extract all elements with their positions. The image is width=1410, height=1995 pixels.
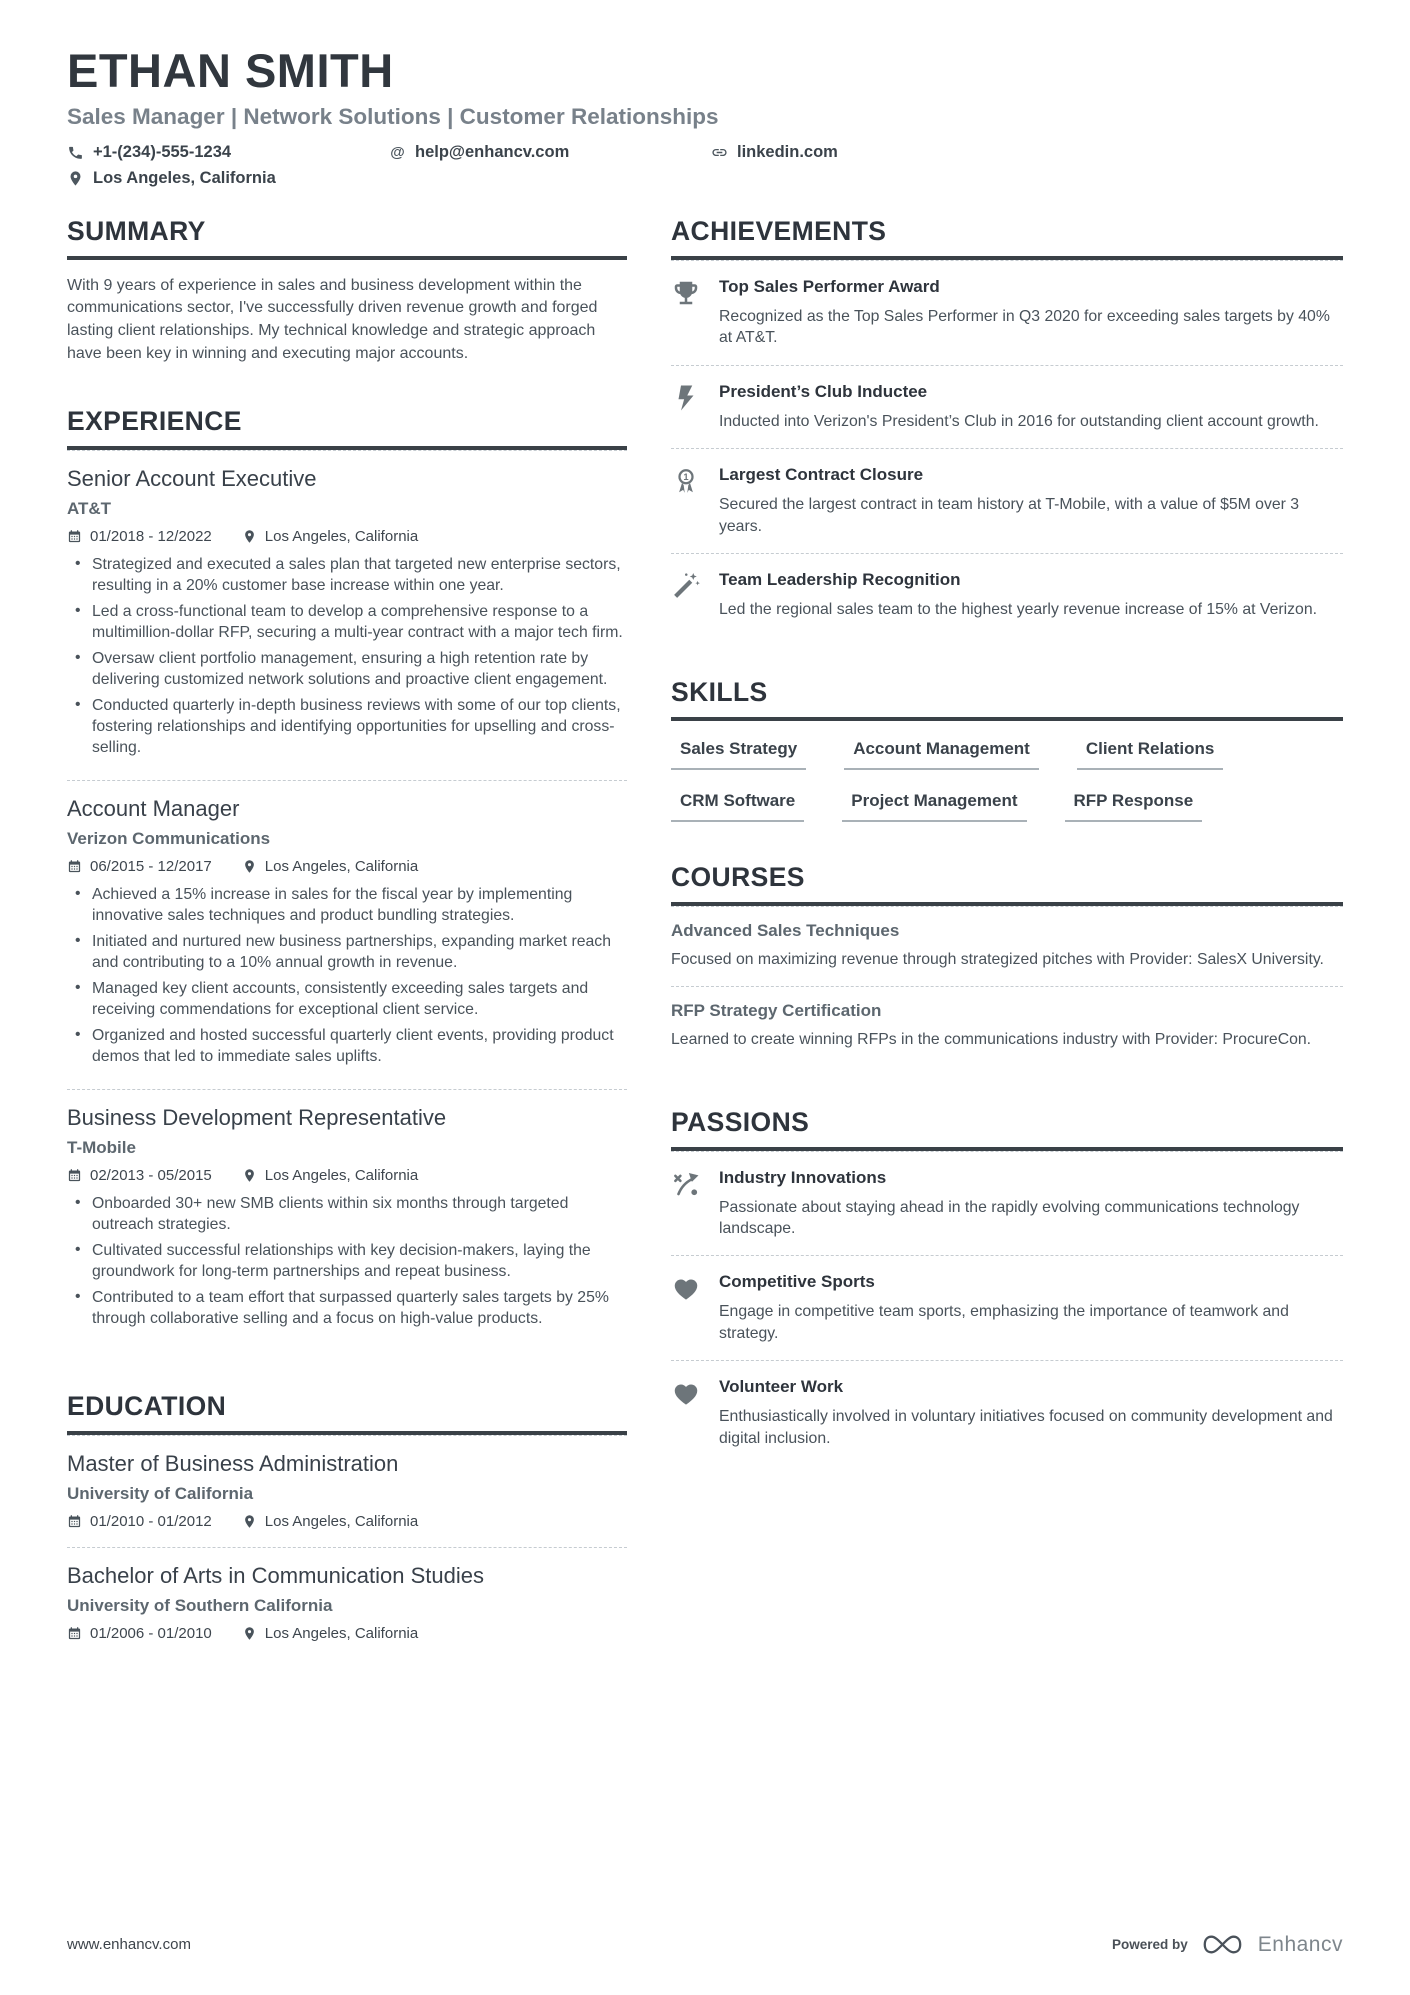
bullet-item: • Conducted quarterly in-depth business reviews with some of our top clients, fostering relationships and identifying opportunities for upselling and cross-selling. xyxy=(67,695,627,758)
calendar-icon xyxy=(67,1168,82,1183)
degree-entry xyxy=(67,1435,627,1547)
courses-section xyxy=(671,862,1343,1067)
right-column xyxy=(671,216,1343,1659)
skills-section xyxy=(671,677,1343,822)
passion-text: Enthusiastically involved in voluntary initiatives focused on community development and digital inclusion. xyxy=(719,1408,1333,1447)
school-name: University of Southern California xyxy=(67,1595,333,1615)
summary-heading: SUMMARY xyxy=(67,216,627,260)
location-text: Los Angeles, California xyxy=(264,1166,419,1184)
passions-heading: PASSIONS xyxy=(671,1107,1343,1151)
degree-entry xyxy=(67,1547,627,1659)
bullet-item: • Oversaw client portfolio management, ensuring a high retention rate by delivering customized network solutions and proactive client engagement. xyxy=(67,648,627,690)
bullet-item: • Initiated and nurtured new business partnerships, expanding market reach and contributing to a 10% annual growth in revenue. xyxy=(67,931,627,973)
job-list xyxy=(67,450,627,1351)
person-name: ETHAN SMITH xyxy=(67,44,394,97)
location-pin-icon xyxy=(242,1514,257,1529)
job-meta xyxy=(67,1167,627,1184)
achievement-entry xyxy=(671,260,1343,365)
achievement-text: Secured the largest contract in team history at T-Mobile, with a value of $5M over 3 years. xyxy=(719,496,1300,535)
experience-section xyxy=(67,406,627,1351)
course-text: Focused on maximizing revenue through strategized pitches with Provider: SalesX University. xyxy=(671,950,1324,968)
achievement-body xyxy=(719,275,1343,349)
powered-by-label: Powered by xyxy=(1111,1937,1188,1952)
passion-body xyxy=(719,1270,1343,1344)
summary-section xyxy=(67,216,627,366)
passion-entry xyxy=(671,1255,1343,1360)
wand-icon xyxy=(671,571,701,601)
bullet-item: • Organized and hosted successful quarterly client events, providing product demos that led to immediate sales uplifts. xyxy=(67,1025,627,1067)
person-headline: Sales Manager | Network Solutions | Customer Relationships xyxy=(67,103,719,129)
achievement-title: Largest Contract Closure xyxy=(719,465,924,485)
school-name: University of California xyxy=(67,1483,254,1503)
main-content xyxy=(67,216,1343,1659)
trophy-icon xyxy=(671,278,701,308)
date-range xyxy=(67,858,212,875)
education-section xyxy=(67,1391,627,1659)
passion-body xyxy=(719,1375,1343,1449)
lightning-icon xyxy=(671,383,701,413)
course-title: Advanced Sales Techniques xyxy=(671,920,900,940)
passion-entry xyxy=(671,1360,1343,1465)
skill-tag: CRM Software xyxy=(671,791,804,822)
course-text: Learned to create winning RFPs in the communications industry with Provider: ProcureCon. xyxy=(671,1031,1312,1049)
experience-heading: EXPERIENCE xyxy=(67,406,627,450)
calendar-icon xyxy=(67,1514,82,1529)
brand-name: Enhancv xyxy=(1257,1932,1343,1956)
passion-title: Industry Innovations xyxy=(719,1167,887,1187)
skills-heading: SKILLS xyxy=(671,677,1343,721)
phone-icon xyxy=(67,144,84,161)
header xyxy=(67,46,1343,188)
degree-list xyxy=(67,1435,627,1659)
passions-section xyxy=(671,1107,1343,1466)
skill-tag: RFP Response xyxy=(1065,791,1203,822)
job-entry xyxy=(67,780,627,1089)
dates-text: 02/2013 - 05/2015 xyxy=(90,1166,212,1184)
achievements-heading: ACHIEVEMENTS xyxy=(671,216,1343,260)
achievement-title: President’s Club Inductee xyxy=(719,381,928,401)
location-pin-icon xyxy=(242,1168,257,1183)
company-name: T-Mobile xyxy=(67,1137,136,1157)
dates-text: 01/2010 - 01/2012 xyxy=(90,1512,212,1530)
medal-icon xyxy=(671,466,701,496)
svg-text:1: 1 xyxy=(683,472,689,483)
job-location xyxy=(242,858,418,875)
contact-info xyxy=(67,143,1343,188)
phone-item xyxy=(67,143,389,162)
location-pin-icon xyxy=(242,529,257,544)
course-entry xyxy=(671,986,1343,1066)
date-range xyxy=(67,528,212,545)
achievement-entry xyxy=(671,448,1343,553)
summary-text: With 9 years of experience in sales and business development within the communications sector, I've successfully driven revenue growth and forged lasting client relationships. My technical knowledge and strategic approach have been key in winning and executing major accounts. xyxy=(67,276,598,362)
achievement-title: Top Sales Performer Award xyxy=(719,276,940,296)
bullet-list xyxy=(67,1193,627,1329)
svg-text:@: @ xyxy=(390,144,405,161)
skill-tag: Account Management xyxy=(844,739,1039,770)
job-location xyxy=(242,528,418,545)
heart-icon xyxy=(671,1273,701,1303)
calendar-icon xyxy=(67,1626,82,1641)
degree-title: Bachelor of Arts in Communication Studies xyxy=(67,1562,484,1588)
date-range xyxy=(67,1625,212,1642)
job-title: Business Development Representative xyxy=(67,1104,447,1130)
achievement-text: Recognized as the Top Sales Performer in Q3 2020 for exceeding sales targets by 40% at AT&T. xyxy=(719,307,1330,347)
bullet-item: • Achieved a 15% increase in sales for the fiscal year by implementing innovative sales techniques and product bundling strategies. xyxy=(67,884,627,926)
location-text: Los Angeles, California xyxy=(264,857,419,875)
passion-list xyxy=(671,1151,1343,1466)
location-pin-icon xyxy=(242,1626,257,1641)
job-location xyxy=(242,1167,418,1184)
passion-title: Competitive Sports xyxy=(719,1272,875,1292)
bullet-list xyxy=(67,884,627,1067)
dates-text: 06/2015 - 12/2017 xyxy=(90,857,212,875)
bullet-item: • Led a cross-functional team to develop a comprehensive response to a multimillion-dollar RFP, securing a multi-year contract with a major tech firm. xyxy=(67,601,627,643)
course-entry xyxy=(671,906,1343,986)
passion-text: Engage in competitive team sports, emphasizing the importance of teamwork and strategy. xyxy=(719,1303,1289,1342)
company-name: Verizon Communications xyxy=(67,828,271,848)
dates-text: 01/2018 - 12/2022 xyxy=(90,527,212,545)
bullet-item: • Onboarded 30+ new SMB clients within six months through targeted outreach strategies. xyxy=(67,1193,627,1235)
strategy-icon xyxy=(671,1169,701,1199)
achievement-body xyxy=(719,568,1343,620)
job-entry xyxy=(67,450,627,780)
website-link[interactable]: www.enhancv.com xyxy=(67,1936,191,1953)
achievement-entry xyxy=(671,553,1343,636)
location-text: Los Angeles, California xyxy=(264,1512,419,1530)
heart-icon xyxy=(671,1378,701,1408)
achievement-text: Inducted into Verizon's President’s Club in 2016 for outstanding client account growth. xyxy=(719,412,1319,430)
company-name: AT&T xyxy=(67,498,112,518)
degree-location xyxy=(242,1625,418,1642)
passion-title: Volunteer Work xyxy=(719,1377,844,1397)
job-title: Account Manager xyxy=(67,795,240,821)
location-pin-icon xyxy=(242,859,257,874)
location-text: Los Angeles, California xyxy=(93,168,276,187)
skill-tag: Client Relations xyxy=(1077,739,1223,770)
email-address: help@enhancv.com xyxy=(415,142,570,161)
footer xyxy=(67,1892,1343,1957)
location-text: Los Angeles, California xyxy=(264,1624,419,1642)
at-icon xyxy=(389,144,406,161)
linkedin-url: linkedin.com xyxy=(737,142,838,161)
achievement-list xyxy=(671,260,1343,637)
enhancv-logo-icon xyxy=(1199,1932,1247,1957)
degree-location xyxy=(242,1513,418,1530)
calendar-icon xyxy=(67,529,82,544)
job-entry xyxy=(67,1089,627,1351)
date-range xyxy=(67,1167,212,1184)
bullet-item: • Managed key client accounts, consistently exceeding sales targets and receiving commendations for exceptional client service. xyxy=(67,978,627,1020)
location-item xyxy=(67,169,1343,188)
passion-entry xyxy=(671,1151,1343,1256)
linkedin-item[interactable] xyxy=(711,143,1343,162)
courses-heading: COURSES xyxy=(671,862,1343,906)
job-meta xyxy=(67,858,627,875)
achievement-body xyxy=(719,380,1343,432)
powered-by[interactable] xyxy=(1112,1932,1343,1957)
skills-list xyxy=(671,721,1343,822)
skill-tag: Sales Strategy xyxy=(671,739,806,770)
location-pin-icon xyxy=(67,170,84,187)
degree-meta xyxy=(67,1625,627,1642)
link-icon xyxy=(711,144,728,161)
job-title: Senior Account Executive xyxy=(67,465,317,491)
bullet-item: • Contributed to a team effort that surpassed quarterly sales targets by 25% through collaborative selling and a focus on high-value products. xyxy=(67,1287,627,1329)
achievements-section xyxy=(671,216,1343,637)
date-range xyxy=(67,1513,212,1530)
achievement-title: Team Leadership Recognition xyxy=(719,570,961,590)
phone-number: +1-(234)-555-1234 xyxy=(93,142,232,161)
degree-meta xyxy=(67,1513,627,1530)
achievement-body xyxy=(719,463,1343,537)
calendar-icon xyxy=(67,859,82,874)
email-item[interactable] xyxy=(389,143,711,162)
passion-body xyxy=(719,1166,1343,1240)
bullet-list xyxy=(67,554,627,758)
bullet-item: • Strategized and executed a sales plan that targeted new enterprise sectors, resulting in a 20% customer base increase within one year. xyxy=(67,554,627,596)
left-column xyxy=(67,216,627,1659)
achievement-entry xyxy=(671,365,1343,448)
bullet-item: • Cultivated successful relationships with key decision-makers, laying the groundwork for long-term partnerships and repeat business. xyxy=(67,1240,627,1282)
dates-text: 01/2006 - 01/2010 xyxy=(90,1624,212,1642)
education-heading: EDUCATION xyxy=(67,1391,627,1435)
location-text: Los Angeles, California xyxy=(264,527,419,545)
course-list xyxy=(671,906,1343,1067)
degree-title: Master of Business Administration xyxy=(67,1450,399,1476)
job-meta xyxy=(67,528,627,545)
course-title: RFP Strategy Certification xyxy=(671,1001,882,1021)
skill-tag: Project Management xyxy=(842,791,1026,822)
achievement-text: Led the regional sales team to the highest yearly revenue increase of 15% at Verizon. xyxy=(719,601,1318,619)
passion-text: Passionate about staying ahead in the rapidly evolving communications technology landscape. xyxy=(719,1198,1300,1237)
